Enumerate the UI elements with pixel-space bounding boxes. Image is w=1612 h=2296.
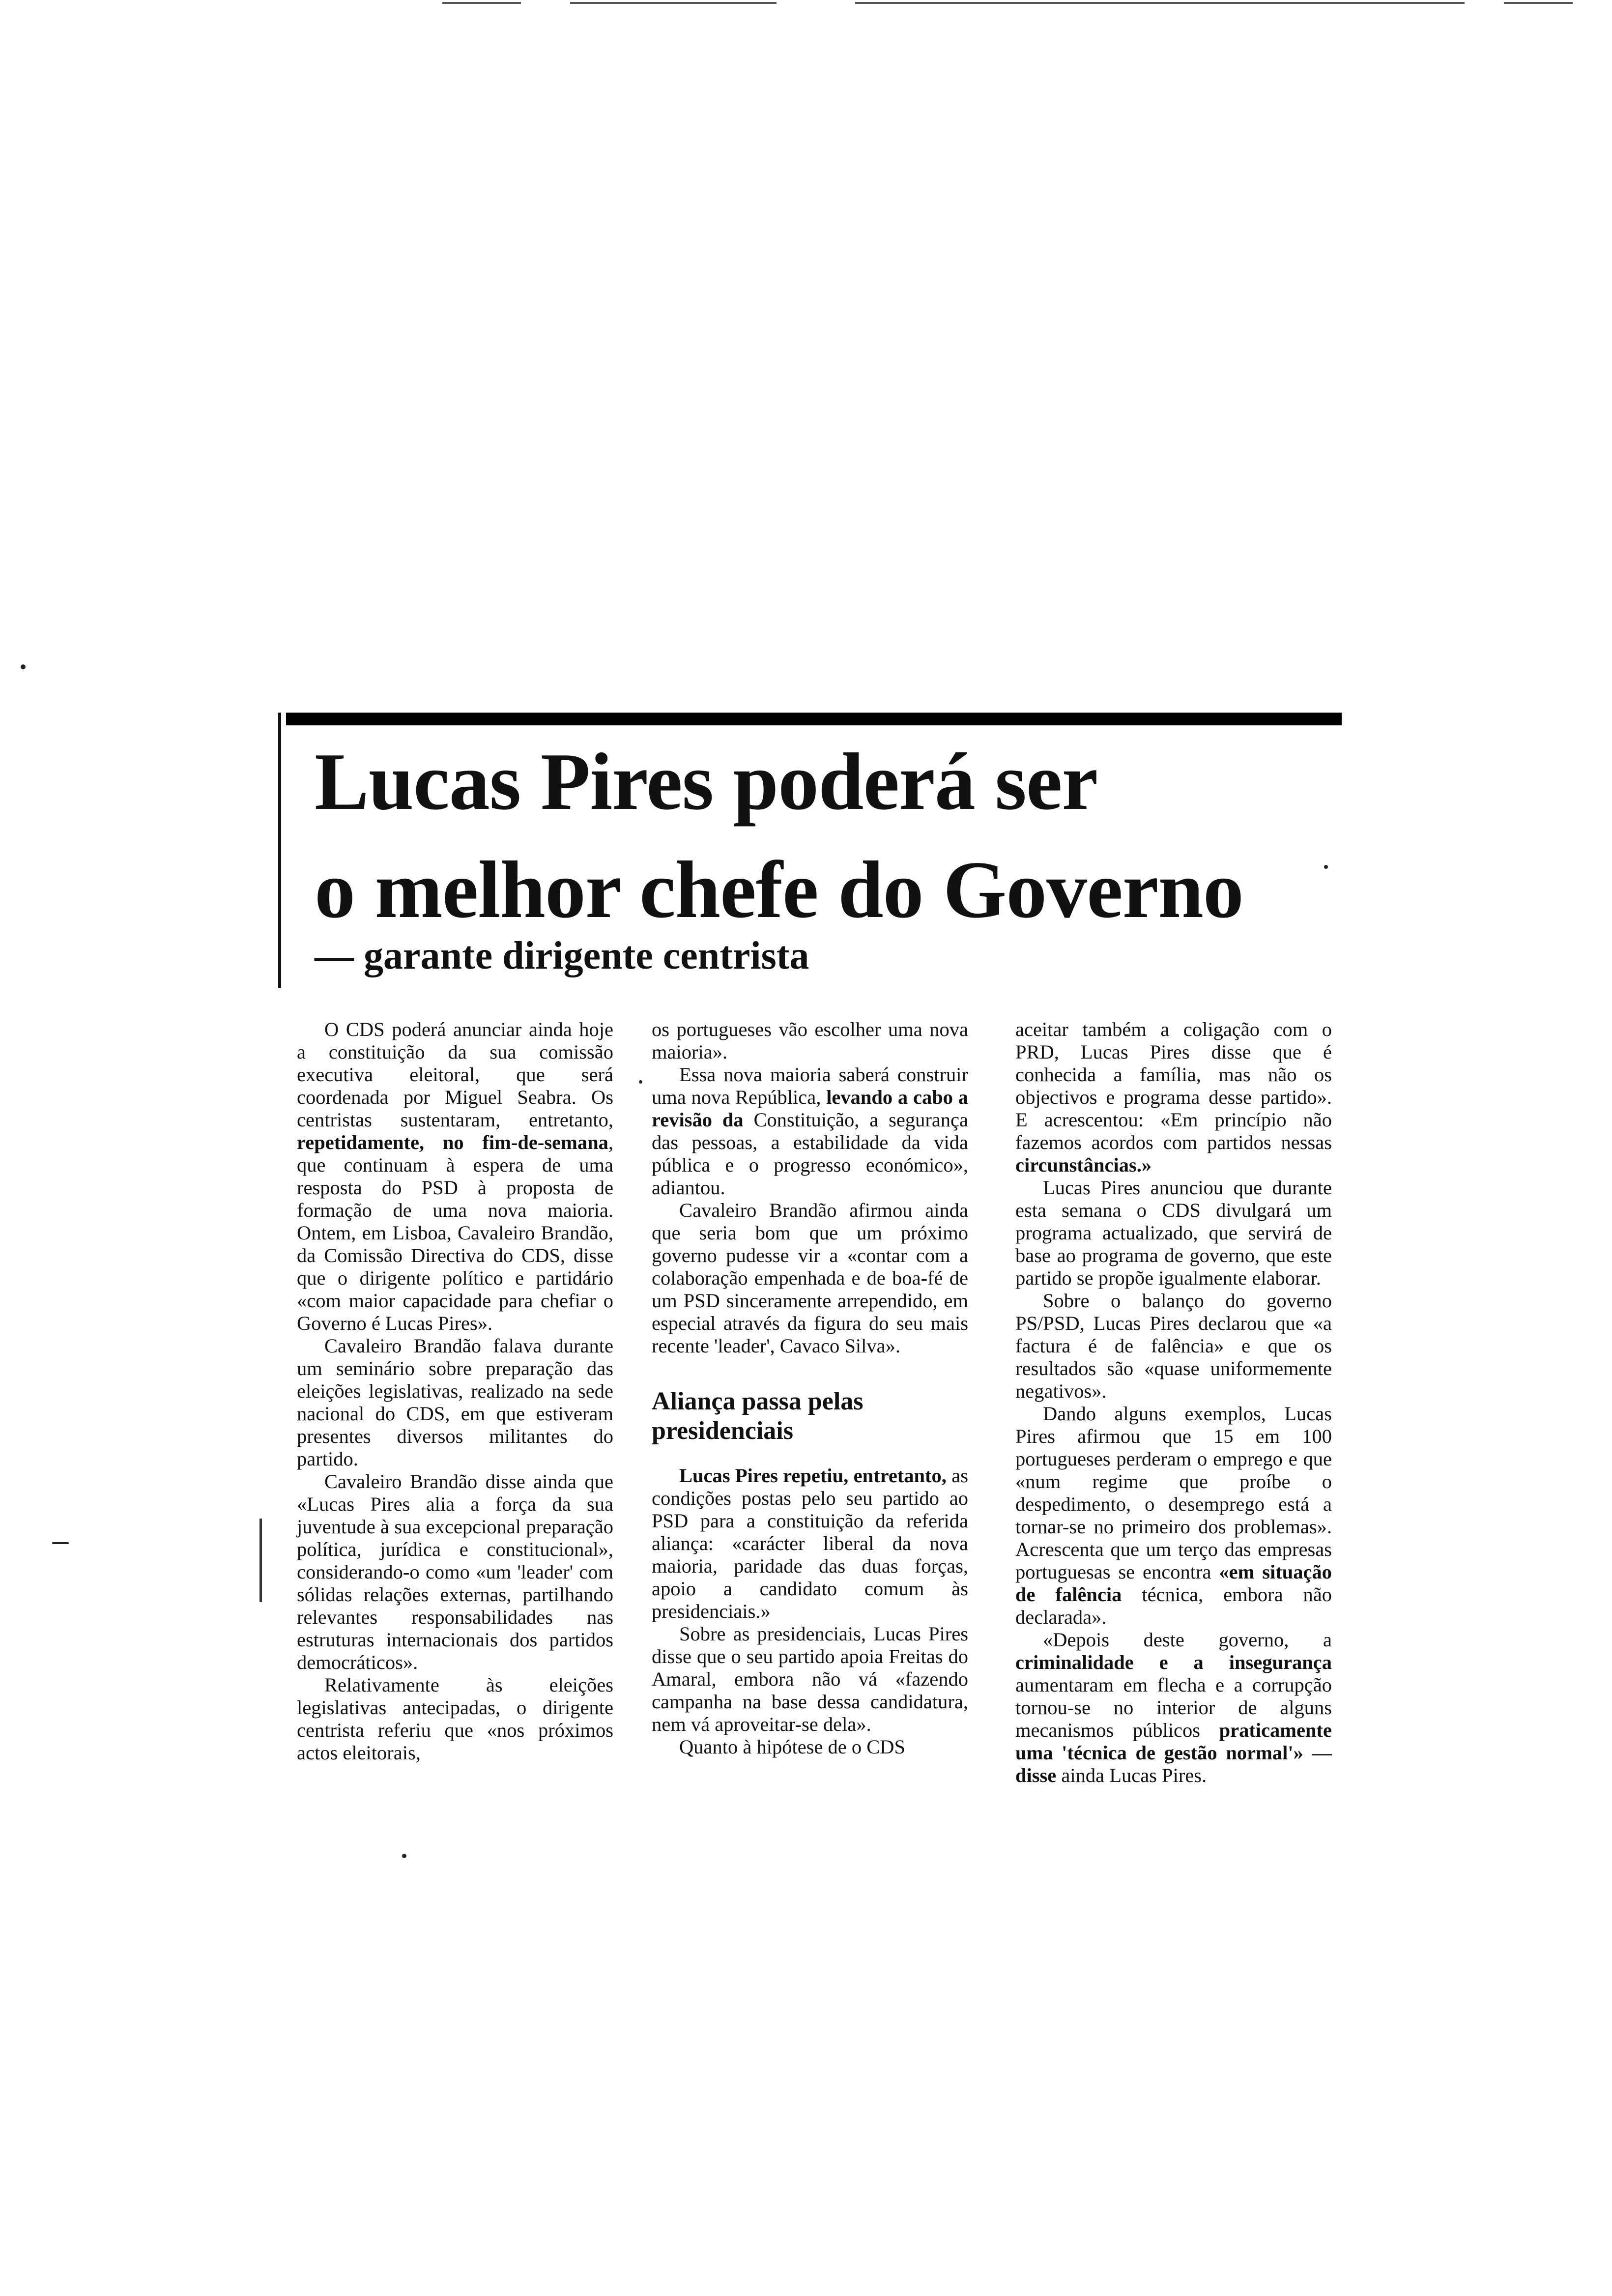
paragraph: Sobre o balanço do governo PS/PSD, Lucas Pires declarou que «a factura é de falência» e que os resultados são «quase uniformemente negativos». — [1015, 1290, 1332, 1402]
paragraph: Cavaleiro Brandão afirmou ainda que seria bom que um próximo governo pudesse vir a «contar com a colaboração empenhada e de boa-fé de um PSD sinceramente arrependido, em especial através da figura do seu mais recente 'leader', Cavaco Silva». — [652, 1199, 968, 1357]
paragraph — [652, 1464, 968, 1623]
bold-span: circunstâncias.» — [1015, 1154, 1152, 1176]
text-span: «Depois deste governo, a — [1043, 1629, 1332, 1651]
margin-mark — [259, 1519, 262, 1602]
paragraph — [1015, 1629, 1332, 1787]
article-column-2 — [652, 1018, 968, 1758]
bold-span: Lucas Pires repetiu, entretanto, — [679, 1464, 947, 1487]
bold-span: criminalidade e a insegurança — [1015, 1651, 1332, 1673]
text-span: Essa nova maioria saberá construir uma nova República, — [652, 1063, 968, 1108]
scan-speck — [402, 1854, 406, 1858]
scan-edge-mark — [855, 2, 1465, 4]
text-span: aumentaram em flecha e a corrupção tornou-se no interior de alguns mecanismos públicos — [1015, 1674, 1332, 1741]
headline-line-2: o melhor chefe do Governo — [315, 844, 1243, 935]
paragraph: Lucas Pires anunciou que durante esta semana o CDS divulgará um programa actualizado, que servirá de base ao programa de governo, que este partido se propõe igualmente elaborar. — [1015, 1177, 1332, 1289]
headline — [315, 727, 1347, 944]
subtitle: — garante dirigente centrista — [315, 934, 809, 977]
scan-speck — [52, 1542, 69, 1544]
bold-span: praticamente uma 'técnica de gestão normal'» — disse — [1015, 1719, 1332, 1786]
paragraph: Sobre as presidenciais, Lucas Pires disse que o seu partido apoia Freitas do Amaral, embora não vá «fazendo campanha na base dessa candidatura, nem vá aproveitar-se dela». — [652, 1623, 968, 1735]
paragraph: Cavaleiro Brandão disse ainda que «Lucas Pires alia a força da sua juventude à sua excepcional preparação política, jurídica e constitucional», considerando-o como «um 'leader' com sólidas relações externas, partilhando relevantes responsabilidades nas estruturas internacionais dos partidos democráticos». — [297, 1470, 613, 1673]
paragraph: Cavaleiro Brandão falava durante um seminário sobre preparação das eleições legislativas, realizado na sede nacional do CDS, em que estiveram presentes diversos militantes do partido. — [297, 1335, 613, 1470]
text-span: aceitar também a coligação com o PRD, Lucas Pires disse que é conhecida a família, mas não os objectivos e programa desse partido». E acrescentou: «Em princípio não fazemos acordos com partidos nessas — [1015, 1018, 1332, 1153]
text-span: Constituição, a segurança das pessoas, a estabilidade da vida pública e o progresso económico», adiantou. — [652, 1109, 968, 1199]
text-span: ainda Lucas Pires. — [1056, 1764, 1207, 1786]
text-span: Dando alguns exemplos, Lucas Pires afirmou que 15 em 100 portugueses perderam o emprego e que «num regime que proíbe o despedimento, o desemprego está a tornar-se no primeiro dos problemas». Acrescenta que um terço das empresas portuguesas se encontra — [1015, 1403, 1332, 1583]
article-column-3 — [1015, 1018, 1332, 1787]
scan-speck — [639, 1080, 642, 1084]
paragraph — [652, 1063, 968, 1199]
bold-span: repetidamente, no fim-de-semana — [297, 1131, 608, 1153]
paragraph — [1015, 1018, 1332, 1177]
text-span: técnica, embora não declarada». — [1015, 1583, 1332, 1628]
paragraph: Relativamente às eleições legislativas antecipadas, o dirigente centrista referiu que «nos próximos actos eleitorais, — [297, 1674, 613, 1764]
headline-line-1: Lucas Pires poderá ser — [315, 736, 1098, 827]
article-column-1 — [297, 1018, 613, 1764]
scan-edge-mark — [570, 2, 777, 4]
paragraph: os portugueses vão escolher uma nova maioria». — [652, 1018, 968, 1063]
text-span: as condições postas pelo seu partido ao PSD para a constituição da referida aliança: «carácter liberal da nova maioria, paridade das duas forças, apoio a candidato comum às presidenciais.» — [652, 1464, 968, 1622]
headline-top-rule — [286, 713, 1342, 725]
paragraph: Quanto à hipótese de o CDS — [679, 1736, 906, 1758]
scan-edge-mark — [442, 2, 521, 4]
scan-speck — [21, 664, 26, 669]
text-span: O CDS poderá anunciar ainda hoje a constituição da sua comissão executiva eleitoral, que será coordenada por Miguel Seabra. Os centristas sustentaram, entretanto, — [297, 1018, 613, 1131]
scan-edge-mark — [1504, 2, 1573, 4]
section-heading: Aliança passa pelas presidenciais — [652, 1387, 864, 1445]
bold-span: «em situação de falência — [1015, 1561, 1332, 1606]
bold-span: levando a cabo a revisão da — [652, 1086, 968, 1131]
headline-left-rule — [278, 713, 281, 988]
paragraph — [1015, 1403, 1332, 1629]
paragraph — [297, 1018, 613, 1335]
text-span: , que continuam à espera de uma resposta do PSD à proposta de formação de uma nova maioria. Ontem, em Lisboa, Cavaleiro Brandão, da Comissão Directiva do CDS, disse que o dirigente político e partidário «com maior capacidade para chefiar o Governo é Lucas Pires». — [297, 1131, 613, 1334]
scan-speck — [1324, 865, 1328, 869]
